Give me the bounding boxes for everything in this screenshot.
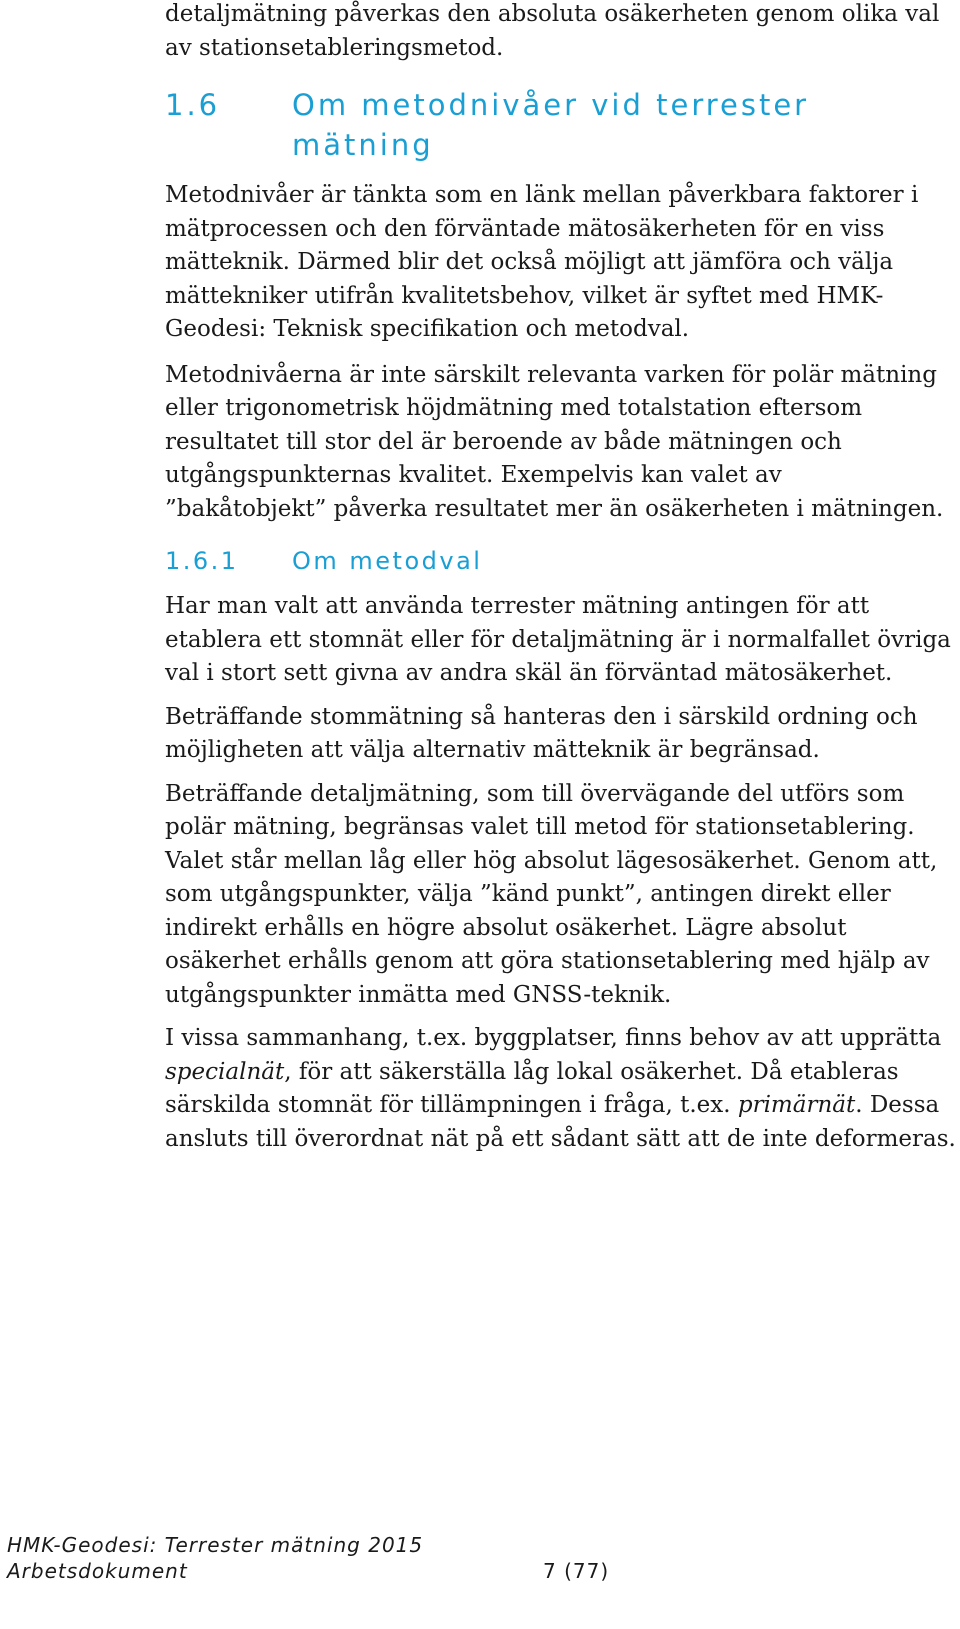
text-line: mätprocessen och den förväntade mätosäkerheten för en viss: [165, 215, 885, 242]
text-line: som utgångspunkter, välja ”känd punkt”, antingen direkt eller: [165, 881, 891, 907]
text-line: Valet står mellan låg eller hög absolut lägesosäkerhet. Genom att,: [165, 847, 938, 874]
paragraph-metodval: [165, 590, 960, 691]
text-run: . Dessa: [855, 1092, 940, 1118]
text-run: , för att säkerställa låg lokal osäkerhet. Då etableras: [284, 1058, 899, 1085]
paragraph-stommatning: [165, 701, 960, 768]
footer-doc-type-row: [7, 1558, 610, 1584]
intro-paragraph: [165, 0, 960, 65]
footer-doc-type: Arbetsdokument: [7, 1559, 188, 1583]
text-line: val i stort sett givna av andra skäl än förväntad mätosäkerhet.: [165, 660, 893, 686]
section-title-line: Om metodnivåer vid terrester: [292, 88, 810, 122]
text-line: detaljmätning påverkas den absoluta osäkerheten genom olika val: [165, 1, 940, 27]
text-line: osäkerhet erhålls genom att göra stationsetablering med hjälp av: [165, 948, 930, 974]
emphasis-specialnat: specialnät: [165, 1058, 285, 1085]
text-line: Har man valt att använda terrester mätning antingen för att: [165, 593, 870, 619]
text-line: av stationsetableringsmetod.: [165, 34, 504, 61]
text-line: möjligheten att välja alternativ mätteknik är begränsad.: [165, 737, 820, 763]
text-line: eller trigonometrisk höjdmätning med totalstation eftersom: [165, 395, 863, 421]
paragraph-specialnat: [165, 1022, 960, 1156]
text-line: ansluts till överordnat nät på ett sådant sätt att de inte deformeras.: [165, 1125, 956, 1152]
text-run: särskilda stomnät för tillämpningen i fråga, t.ex.: [165, 1092, 738, 1118]
document-body: [165, 0, 960, 1156]
emphasis-primarnat: primärnät: [737, 1092, 856, 1118]
section-heading-1-6: [165, 85, 960, 165]
section-number: 1.6.1: [165, 547, 239, 575]
page-footer: [7, 1532, 610, 1584]
section-number: 1.6: [165, 88, 221, 122]
text-line: Metodnivåer är tänkta som en länk mellan påverkbara faktorer i: [165, 182, 919, 208]
section-heading-1-6-1: [165, 544, 960, 578]
paragraph-metodnivaer: [165, 179, 960, 347]
text-line: Beträffande detaljmätning, som till övervägande del utförs som: [165, 780, 905, 807]
text-line: indirekt erhålls en högre absolut osäkerhet. Lägre absolut: [165, 914, 847, 941]
text-line: resultatet till stor del är beroende av både mätningen och: [165, 428, 842, 455]
text-line: [165, 1056, 960, 1090]
text-line: [165, 1089, 960, 1123]
footer-title: HMK-Geodesi: Terrester mätning 2015: [7, 1533, 424, 1557]
text-line: I vissa sammanhang, t.ex. byggplatser, finns behov av att upprätta: [165, 1025, 942, 1051]
text-line: etablera ett stomnät eller för detaljmätning är i normalfallet övriga: [165, 626, 951, 653]
text-line: ”bakåtobjekt” påverka resultatet mer än osäkerheten i mätningen.: [165, 495, 944, 522]
text-line: mättekniker utifrån kvalitetsbehov, vilket är syftet med HMK-: [165, 282, 884, 309]
text-line: utgångspunkternas kvalitet. Exempelvis kan valet av: [165, 462, 782, 488]
section-title: Om metodval: [292, 547, 483, 575]
page-number: 7 (77): [543, 1559, 610, 1583]
text-line: utgångspunkter inmätta med GNSS-teknik.: [165, 981, 672, 1008]
text-line: Beträffande stommätning så hanteras den i särskild ordning och: [165, 703, 918, 730]
section-title-line: mätning: [292, 128, 434, 162]
text-line: polär mätning, begränsas valet till metod för stationsetablering.: [165, 814, 915, 840]
paragraph-metodnivaerna: [165, 359, 960, 527]
text-line: Metodnivåerna är inte särskilt relevanta varken för polär mätning: [165, 361, 937, 388]
paragraph-detaljmatning: [165, 778, 960, 1013]
text-line: mätteknik. Därmed blir det också möjligt att jämföra och välja: [165, 249, 894, 275]
text-line: Geodesi: Teknisk specifikation och metodval.: [165, 316, 690, 342]
